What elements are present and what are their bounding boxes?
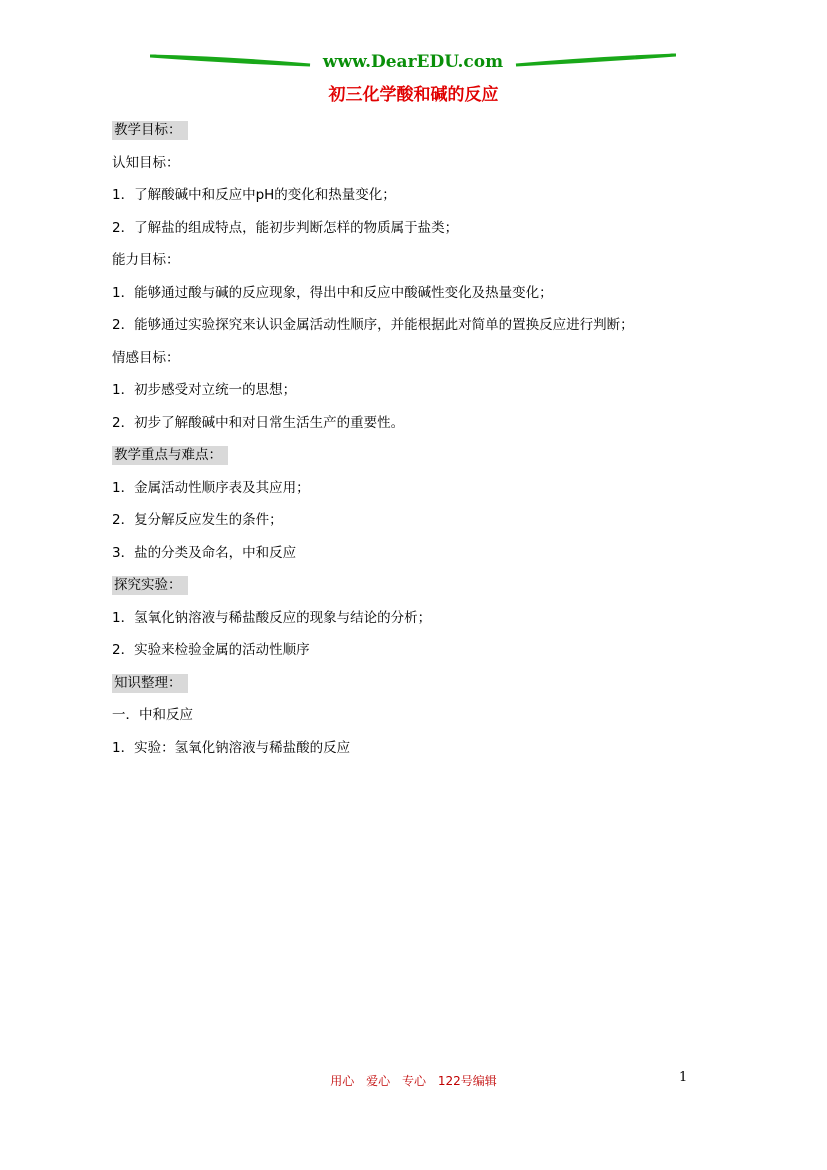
site-url: www.DearEDU.com bbox=[322, 52, 504, 72]
text-line bbox=[112, 281, 712, 314]
section-heading bbox=[112, 671, 712, 704]
footer-editor: 122号编辑 bbox=[437, 1074, 497, 1088]
line-text: 3．盐的分类及命名，中和反应 bbox=[112, 544, 297, 561]
footer-slogan bbox=[0, 1072, 827, 1089]
text-line bbox=[112, 346, 712, 379]
text-line bbox=[112, 411, 712, 444]
line-text: 1．金属活动性顺序表及其应用； bbox=[112, 479, 310, 496]
text-line bbox=[112, 151, 712, 184]
line-text: 1．初步感受对立统一的思想； bbox=[112, 382, 297, 398]
line-text: 2．初步了解酸碱中和对日常生活生产的重要性。 bbox=[112, 414, 405, 431]
footer-text-3: 专心 bbox=[401, 1074, 426, 1088]
footer-text-2: 爱心 bbox=[366, 1074, 391, 1088]
line-text: 认知目标： bbox=[112, 154, 180, 171]
line-text: 1．能够通过酸与碱的反应现象，得出中和反应中酸碱性变化及热量变化； bbox=[112, 284, 553, 301]
text-line bbox=[112, 378, 712, 411]
text-line bbox=[112, 541, 712, 574]
heading-text: 教学重点与难点： bbox=[112, 446, 228, 465]
line-text: 情感目标： bbox=[112, 349, 180, 366]
text-line bbox=[112, 216, 712, 249]
heading-text: 知识整理： bbox=[112, 674, 188, 693]
text-line bbox=[112, 638, 712, 671]
site-logo bbox=[150, 50, 676, 76]
section-heading bbox=[112, 573, 712, 606]
text-line bbox=[112, 606, 712, 639]
line-text: 2．能够通过实验探究来认识金属活动性顺序，并能根据此对简单的置换反应进行判断； bbox=[112, 317, 634, 333]
page-number: 1 bbox=[679, 1070, 688, 1085]
text-line bbox=[112, 313, 712, 346]
text-line bbox=[112, 183, 712, 216]
footer-text-1: 用心 bbox=[330, 1074, 355, 1088]
document-title: 初三化学酸和碱的反应 bbox=[328, 85, 499, 105]
text-line bbox=[112, 476, 712, 509]
section-heading bbox=[112, 443, 712, 476]
section-heading bbox=[112, 118, 712, 151]
line-text: 能力目标： bbox=[112, 252, 180, 268]
line-text: 1．实验：氢氧化钠溶液与稀盐酸的反应 bbox=[112, 739, 351, 756]
text-line bbox=[112, 703, 712, 736]
line-text: 2．了解盐的组成特点，能初步判断怎样的物质属于盐类； bbox=[112, 219, 459, 236]
line-text: 1．了解酸碱中和反应中pH的变化和热量变化； bbox=[112, 187, 396, 203]
text-line bbox=[112, 248, 712, 281]
document-body bbox=[112, 118, 712, 768]
line-text: 1．氢氧化钠溶液与稀盐酸反应的现象与结论的分析； bbox=[112, 609, 432, 626]
text-line bbox=[112, 736, 712, 769]
heading-text: 探究实验： bbox=[112, 576, 188, 595]
heading-text: 教学目标： bbox=[112, 121, 188, 140]
line-text: 一．中和反应 bbox=[112, 707, 193, 723]
line-text: 2．复分解反应发生的条件； bbox=[112, 512, 283, 528]
text-line bbox=[112, 508, 712, 541]
line-text: 2．实验来检验金属的活动性顺序 bbox=[112, 642, 310, 658]
